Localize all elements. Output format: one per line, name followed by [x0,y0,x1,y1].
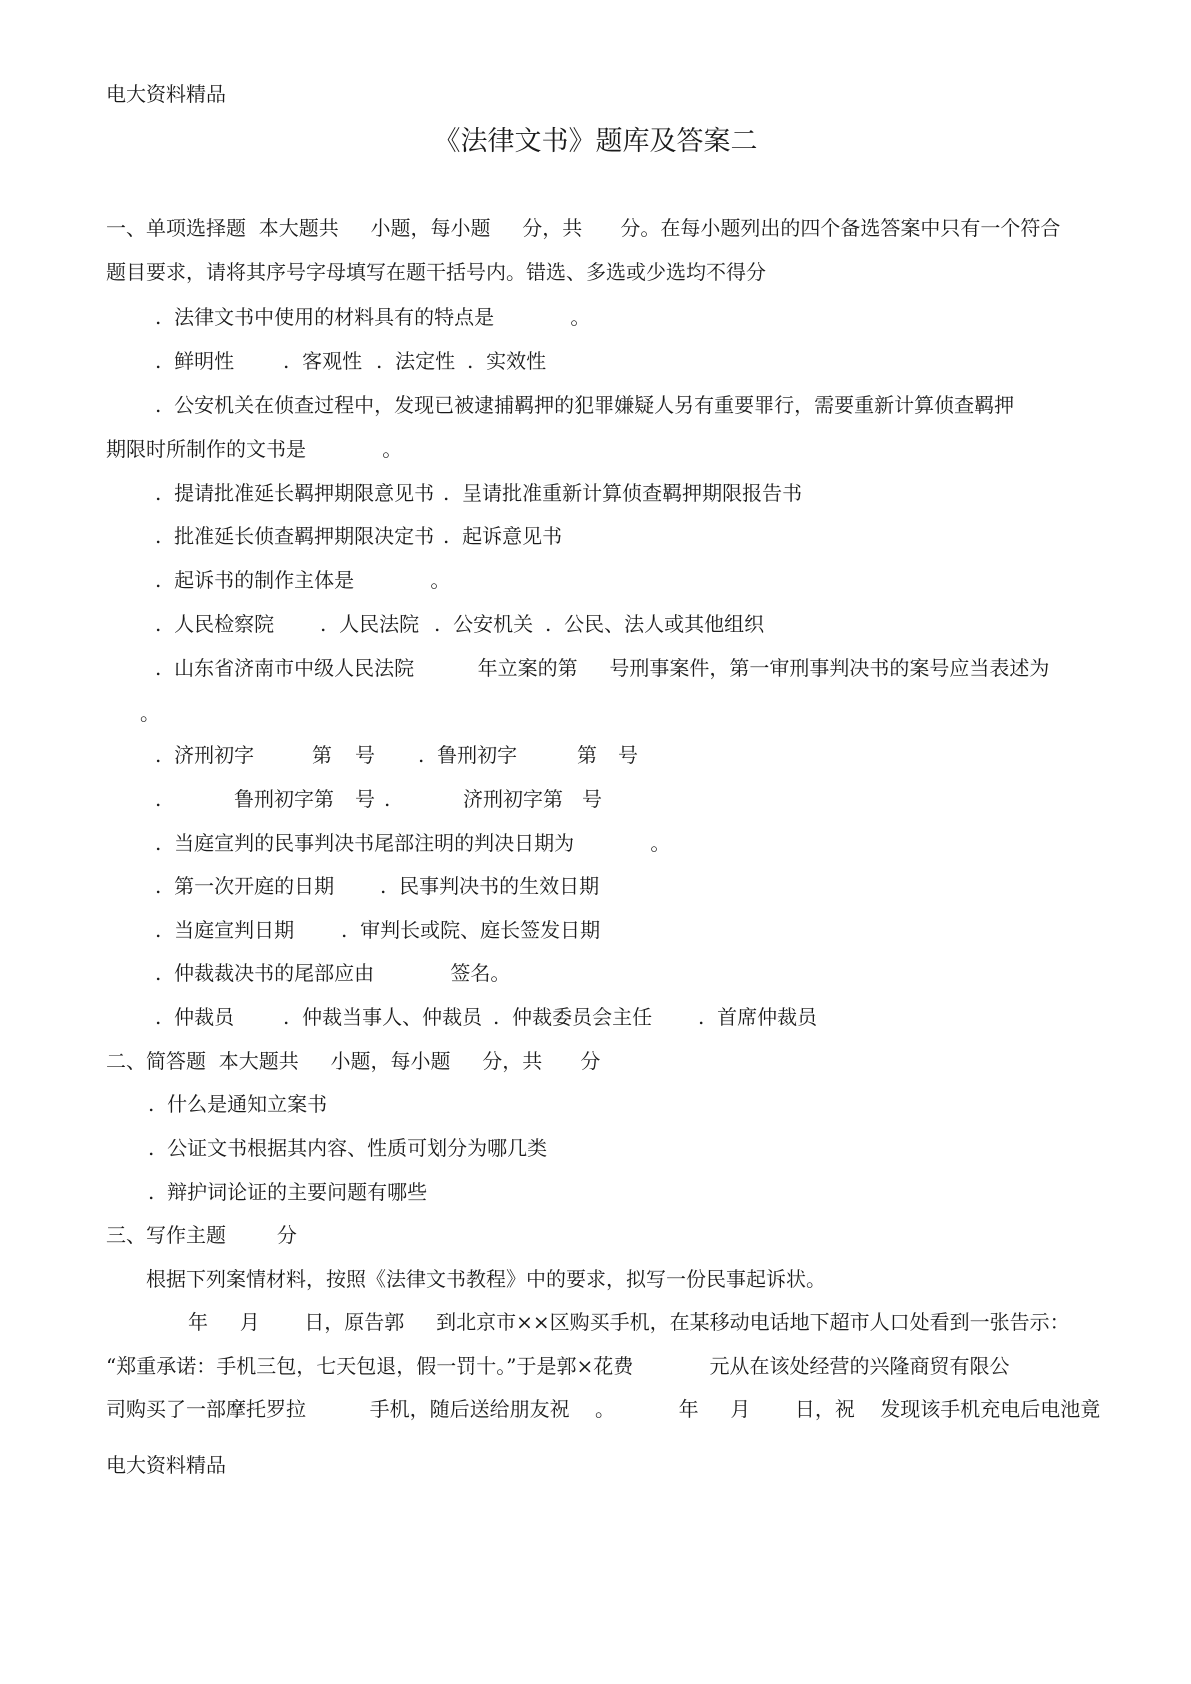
q4-option-c: 鲁刑初字第 [234,787,334,811]
q5-stem: . 当庭宣判的民事判决书尾部注明的判决日期为 。 [155,831,671,855]
section1-heading-line1: 一、单项选择题 本大题共 小题，每小题 分，共 分。在每小题列出的四个备选答案中只有一个符合 [106,216,1061,240]
q6-option-d: . 首席仲裁员 [698,1005,818,1029]
section2-item-2: . 公证文书根据其内容、性质可划分为哪几类 [148,1136,548,1160]
q4-option-d-dot: . [384,787,391,811]
q6-stem: . 仲裁裁决书的尾部应由 签名。 [155,961,511,985]
q1-option-d: . 实效性 [467,349,547,373]
q3-option-a: . 人民检察院 [155,612,275,636]
page-header: 电大资料精品 [106,82,226,106]
section3-heading: 三、写作主题 分 [106,1223,297,1247]
q1-option-a: . 鲜明性 [155,349,235,373]
q4-option-c-dot: . [155,787,162,811]
q1-option-c: . 法定性 [376,349,456,373]
q4-option-a-hao: 号 [355,743,375,767]
case-paragraph-line2: “郑重承诺：手机三包，七天包退，假一罚十。”于是郭×花费 元从在该处经营的兴隆商贸有限公 [106,1354,1010,1378]
q2-option-a: . 提请批准延长羁押期限意见书 [155,481,435,505]
q1-stem: . 法律文书中使用的材料具有的特点是 。 [155,305,591,329]
q4-option-a-di: 第 [312,743,332,767]
q2-option-b: . 呈请批准重新计算侦查羁押期限报告书 [443,481,803,505]
section2-item-3: . 辩护词论证的主要问题有哪些 [148,1180,428,1204]
q5-option-a: . 第一次开庭的日期 [155,874,335,898]
q6-option-c: . 仲裁委员会主任 [493,1005,653,1029]
q3-option-b: . 人民法院 [320,612,420,636]
q2-option-d: . 起诉意见书 [443,524,563,548]
q3-stem: . 起诉书的制作主体是 。 [155,568,451,592]
q5-option-c: . 当庭宣判日期 [155,918,295,942]
page-footer: 电大资料精品 [106,1453,226,1477]
q4-option-d-hao: 号 [582,787,602,811]
q3-option-c: . 公安机关 [434,612,534,636]
q2-option-c: . 批准延长侦查羁押期限决定书 [155,524,435,548]
section3-intro: 根据下列案情材料，按照《法律文书教程》中的要求，拟写一份民事起诉状。 [146,1267,826,1291]
section2-heading: 二、简答题 本大题共 小题，每小题 分，共 分 [106,1049,601,1073]
document-title: 《法律文书》题库及答案二 [433,126,758,157]
q5-option-d: . 审判长或院、庭长签发日期 [341,918,601,942]
q6-option-b: . 仲裁当事人、仲裁员 [283,1005,483,1029]
q5-option-b: . 民事判决书的生效日期 [380,874,600,898]
q4-stem-line1: . 山东省济南市中级人民法院 年立案的第 号刑事案件，第一审刑事判决书的案号应当表述为 [155,656,1050,680]
q4-option-b-hao: 号 [618,743,638,767]
q4-option-c-hao: 号 [355,787,375,811]
case-paragraph-line1: 年 月 日，原告郭 到北京市××区购买手机，在某移动电话地下超市人口处看到一张告示： [188,1310,1070,1334]
section2-item-1: . 什么是通知立案书 [148,1092,328,1116]
q4-option-b: . 鲁刑初字 [418,743,518,767]
q4-option-b-di: 第 [577,743,597,767]
case-paragraph-line3: 司购买了一部摩托罗拉 手机，随后送给朋友祝 。 年 月 日，祝 发现该手机充电后电池竟 [106,1397,1101,1421]
section1-heading-line2: 题目要求，请将其序号字母填写在题干括号内。错选、多选或少选均不得分 [106,260,766,284]
q6-option-a: . 仲裁员 [155,1005,235,1029]
q1-option-b: . 客观性 [283,349,363,373]
q4-option-a: . 济刑初字 [155,743,255,767]
q2-stem-line1: . 公安机关在侦查过程中，发现已被逮捕羁押的犯罪嫌疑人另有重要罪行，需要重新计算侦查羁押 [155,393,1015,417]
q4-option-d: 济刑初字第 [463,787,563,811]
q2-stem-line2: 期限时所制作的文书是 。 [106,437,403,461]
q3-option-d: . 公民、法人或其他组织 [545,612,765,636]
q4-stem-line2: 。 [140,701,160,725]
